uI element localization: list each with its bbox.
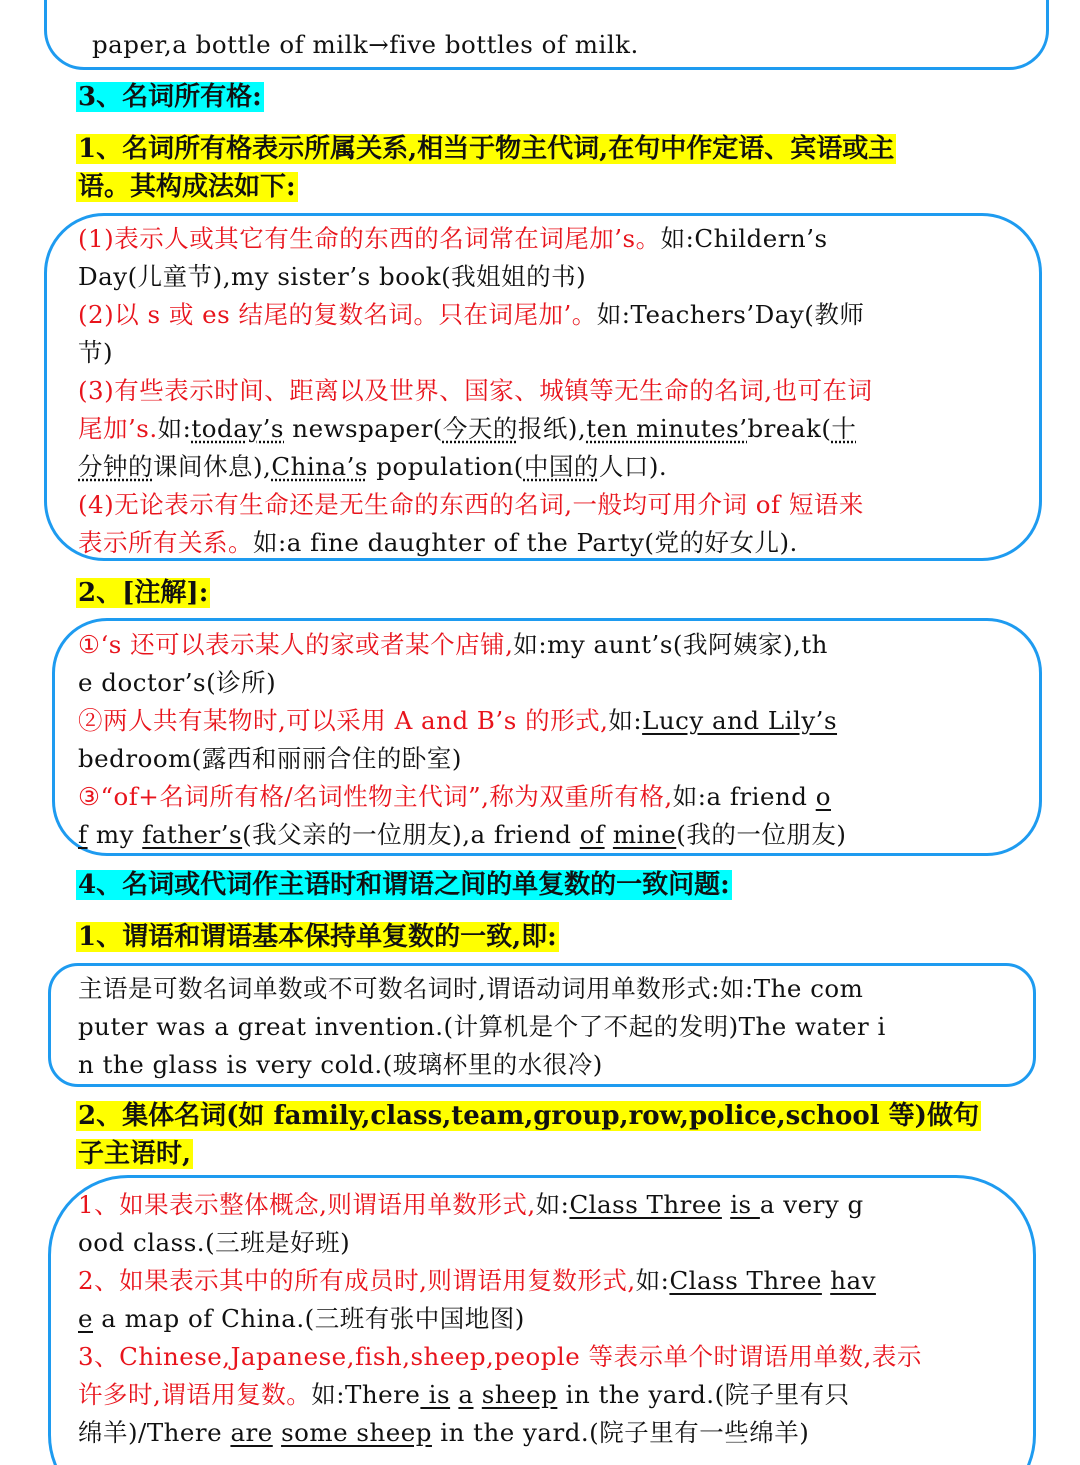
underlined-text: China’s [271, 452, 368, 481]
text-run: paper,a bottle of milk→five bottles of milk. [92, 30, 639, 59]
heading-text: 1、名词所有格表示所属关系,相当于物主代词,在句中作定语、宾语或主 [78, 134, 895, 164]
text-run: 节) [78, 338, 114, 367]
text-run: 如:Childern’s [660, 224, 828, 253]
box1-line-4 [78, 334, 113, 372]
underlined-text: hav [830, 1266, 876, 1295]
section-3-sub1-line1 [76, 130, 896, 168]
box1-line-5 [78, 372, 873, 410]
box4-line-1 [78, 1186, 864, 1224]
text-run: 如:There [311, 1380, 421, 1409]
box4-line-4 [78, 1300, 525, 1338]
underlined-text: a [458, 1380, 474, 1409]
text-run: 1、如果表示整体概念,则谓语用单数形式, [78, 1190, 536, 1219]
box2-line-2 [78, 664, 276, 702]
heading-text: 3、名词所有格: [78, 82, 262, 112]
underlined-text: 今天的 [442, 414, 518, 443]
text-run: n the glass is very cold.(玻璃杯里的水很冷) [78, 1050, 603, 1079]
underlined-text: some sheep [281, 1418, 432, 1447]
text-run: puter was a great invention.(计算机是个了不起的发明)The water i [78, 1012, 886, 1041]
box2-line-4 [78, 740, 462, 778]
text-run: in the yard.(院子里有只 [557, 1380, 850, 1409]
heading-text: 语。其构成法如下: [78, 172, 296, 202]
box1-line-2 [78, 258, 586, 296]
underlined-text: 分钟的 [78, 452, 153, 481]
box2-line-1 [78, 626, 828, 664]
box1-line-7 [78, 448, 667, 486]
section-4-heading [76, 866, 732, 904]
text-run [474, 1380, 482, 1409]
underlined-text: ten minutes’ [586, 414, 748, 443]
text-run: in the yard.(院子里有一些绵羊) [431, 1418, 810, 1447]
box4-line-6 [78, 1376, 850, 1414]
box2-line-5 [78, 778, 831, 816]
text-run: 课间休息), [153, 452, 272, 481]
text-run: newspaper( [284, 414, 443, 443]
heading-text: 2、[注解]: [78, 578, 209, 608]
text-run: ②两人共有某物时,可以采用 A and B’s 的形式, [78, 706, 609, 735]
box4-line-2 [78, 1224, 350, 1262]
text-run: ①‘s 还可以表示某人的家或者某个店铺, [78, 630, 514, 659]
notes-heading [76, 574, 210, 612]
text-run: 如: [608, 706, 643, 735]
underlined-text: are [230, 1418, 273, 1447]
text-run: 如:Teachers’Day(教师 [596, 300, 865, 329]
underlined-text: o [815, 782, 831, 811]
box1-line-1 [78, 220, 828, 258]
underlined-text: e [78, 1304, 93, 1333]
text-run: break( [747, 414, 832, 443]
underlined-text: sheep [481, 1380, 558, 1409]
text-run [605, 820, 613, 849]
box3-line-1 [78, 970, 863, 1008]
heading-text: 子主语时, [78, 1139, 192, 1169]
text-run: 3、Chinese,Japanese,fish,sheep,people 等表示单个时谓语用单数,表示 [78, 1342, 922, 1371]
underlined-text: mine [612, 820, 677, 849]
text-run [722, 1190, 730, 1219]
text-run: 尾加’s. [78, 414, 158, 443]
text-run: (1)表示人或其它有生命的东西的名词常在词尾加’s。 [78, 224, 661, 253]
section-4-sub2-line2 [76, 1135, 193, 1173]
text-run: 如: [635, 1266, 670, 1295]
heading-text: 4、名词或代词作主语时和谓语之间的单复数的一致问题: [78, 870, 730, 900]
text-run: (2)以 s 或 es 结尾的复数名词。只在词尾加’。 [78, 300, 597, 329]
text-run: 如:my aunt’s(我阿姨家),th [513, 630, 828, 659]
underlined-text: 中国的 [523, 452, 599, 481]
box2-line-3 [78, 702, 837, 740]
text-run [273, 1418, 281, 1447]
box4-line-7 [78, 1414, 809, 1452]
text-run: 报纸), [517, 414, 587, 443]
text-run: my [87, 820, 143, 849]
text-run: 如:a fine daughter of the Party(党的好女儿). [253, 528, 798, 557]
underlined-text: Class Three [669, 1266, 822, 1295]
text-run: (我的一位朋友) [676, 820, 847, 849]
text-run: (我父亲的一位朋友),a friend [242, 820, 580, 849]
box1-line-3 [78, 296, 864, 334]
text-run: 如:a friend [672, 782, 816, 811]
text-run: 人口). [598, 452, 668, 481]
text-run: population( [367, 452, 524, 481]
underlined-text: father’s [142, 820, 243, 849]
section-4-sub2-line1 [76, 1097, 981, 1135]
text-run: 如: [535, 1190, 570, 1219]
text-run: 绵羊)/There [78, 1418, 231, 1447]
box4-line-5 [78, 1338, 922, 1376]
text-run: bedroom(露西和丽丽合住的卧室) [78, 744, 462, 773]
text-run: 如: [157, 414, 192, 443]
underlined-text: is [420, 1380, 451, 1409]
underlined-text: f [78, 820, 88, 849]
text-run: ood class.(三班是好班) [78, 1228, 351, 1257]
heading-text: 2、集体名词(如 family,class,team,group,row,police,school 等)做句 [78, 1101, 979, 1131]
underlined-text: is [730, 1190, 760, 1219]
box3-line-2 [78, 1008, 886, 1046]
box1-line-9 [78, 524, 798, 562]
underlined-text: 十 [831, 414, 857, 443]
section-4-sub1 [76, 918, 559, 956]
text-run: e doctor’s(诊所) [78, 668, 277, 697]
top-box-line [92, 26, 639, 64]
text-run: 表示所有关系。 [78, 528, 253, 557]
text-run: 主语是可数名词单数或不可数名词时,谓语动词用单数形式:如:The com [78, 974, 864, 1003]
heading-text: 1、谓语和谓语基本保持单复数的一致,即: [78, 922, 557, 952]
text-run: ③“of+名词所有格/名词性物主代词”,称为双重所有格, [78, 782, 673, 811]
text-run: a very g [759, 1190, 864, 1219]
box1-line-6 [78, 410, 856, 448]
text-run: (3)有些表示时间、距离以及世界、国家、城镇等无生命的名词,也可在词 [78, 376, 873, 405]
underlined-text: Lucy and Lily’s [642, 706, 838, 735]
text-run: (4)无论表示有生命还是无生命的东西的名词,一般均可用介词 of 短语来 [78, 490, 864, 519]
section-3-heading [76, 78, 264, 116]
box3-line-3 [78, 1046, 603, 1084]
underlined-text: Class Three [569, 1190, 722, 1219]
box4-line-3 [78, 1262, 876, 1300]
text-run: Day(儿童节),my sister’s book(我姐姐的书) [78, 262, 587, 291]
underlined-text: of [579, 820, 605, 849]
section-3-sub1-line2 [76, 168, 298, 206]
box2-line-6 [78, 816, 846, 854]
underlined-text: today’s [191, 414, 285, 443]
text-run: 2、如果表示其中的所有成员时,则谓语用复数形式, [78, 1266, 636, 1295]
box1-line-8 [78, 486, 864, 524]
text-run: 许多时,谓语用复数。 [78, 1380, 312, 1409]
text-run [822, 1266, 830, 1295]
text-run: a map of China.(三班有张中国地图) [93, 1304, 525, 1333]
